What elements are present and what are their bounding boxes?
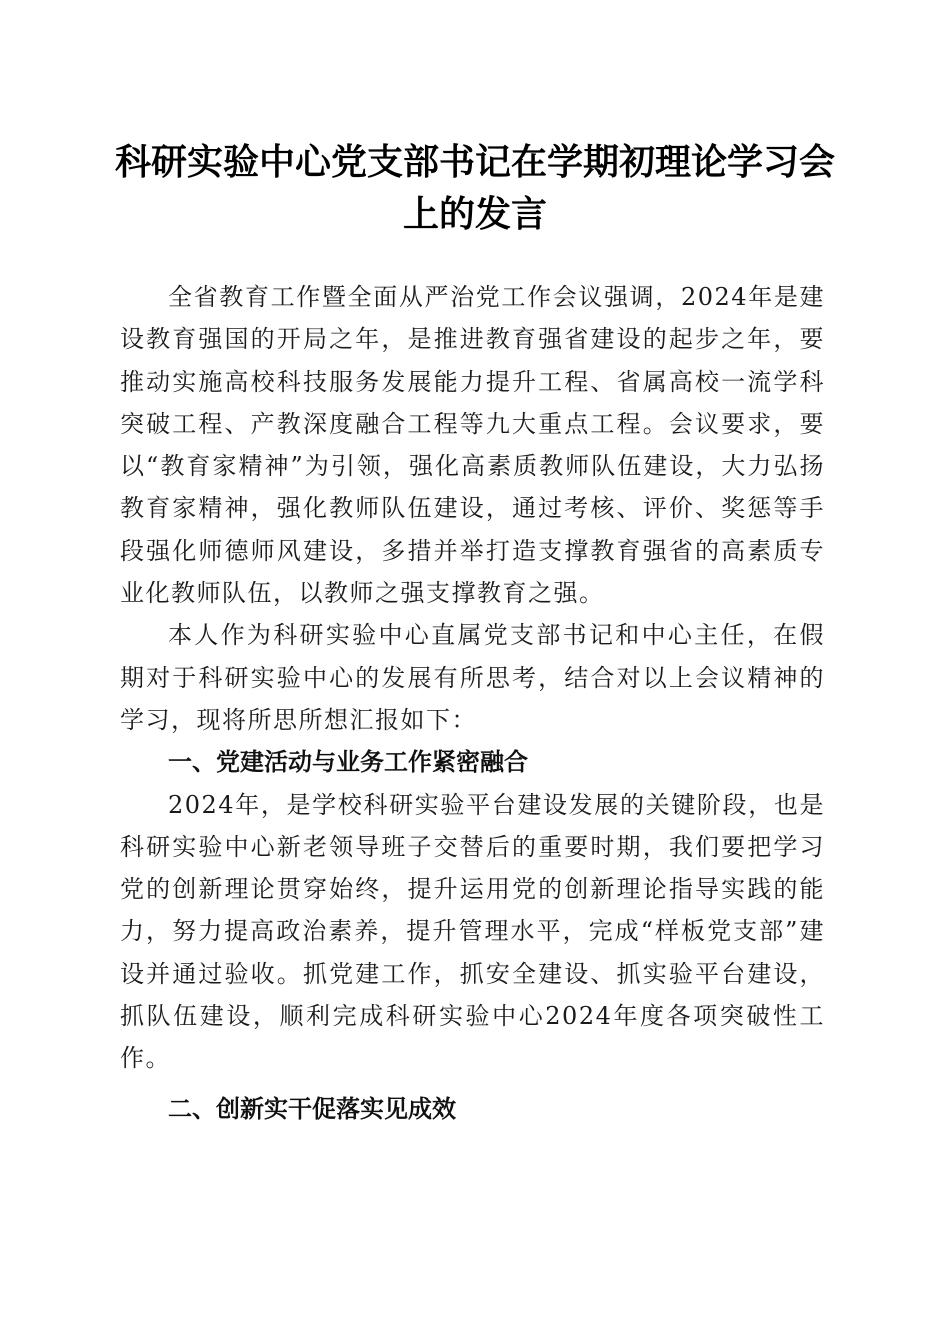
section-heading-1: 一、党建活动与业务工作紧密融合	[168, 748, 528, 777]
paragraph-self-introduction: 本人作为科研实验中心直属党支部书记和中心主任，在假期对于科研实验中心的发展有所思考，结合对以上会议精神的学习，现将所思所想汇报如下：	[120, 621, 825, 734]
document-body	[120, 276, 825, 1130]
section-spacer	[120, 1080, 825, 1088]
section-heading-2: 二、创新实干促落实见成效	[168, 1094, 456, 1123]
document-title: 科研实验中心党支部书记在学期初理论学习会上的发言	[114, 141, 835, 235]
paragraph-section-1: 2024年，是学校科研实验平台建设发展的关键阶段，也是科研实验中心新老领导班子交替后的重要时期，我们要把学习党的创新理论贯穿始终，提升运用党的创新理论指导实践的能力，努力提高政治素养，提升管理水平，完成“样板党支部”建设并通过验收。抓党建工作，抓安全建设、抓实验平台建设，抓队伍建设，顺利完成科研实验中心2024年度各项突破性工作。	[120, 790, 825, 1073]
paragraph-intro: 全省教育工作暨全面从严治党工作会议强调，2024年是建设教育强国的开局之年，是推进教育强省建设的起步之年，要推动实施高校科技服务发展能力提升工程、省属高校一流学科突破工程、产教深度融合工程等九大重点工程。会议要求，要以“教育家精神”为引领，强化高素质教师队伍建设，大力弘扬教育家精神，强化教师队伍建设，通过考核、评价、奖惩等手段强化师德师风建设，多措并举打造支撑教育强省的高素质专业化教师队伍，以教师之强支撑教育之强。	[120, 283, 825, 608]
